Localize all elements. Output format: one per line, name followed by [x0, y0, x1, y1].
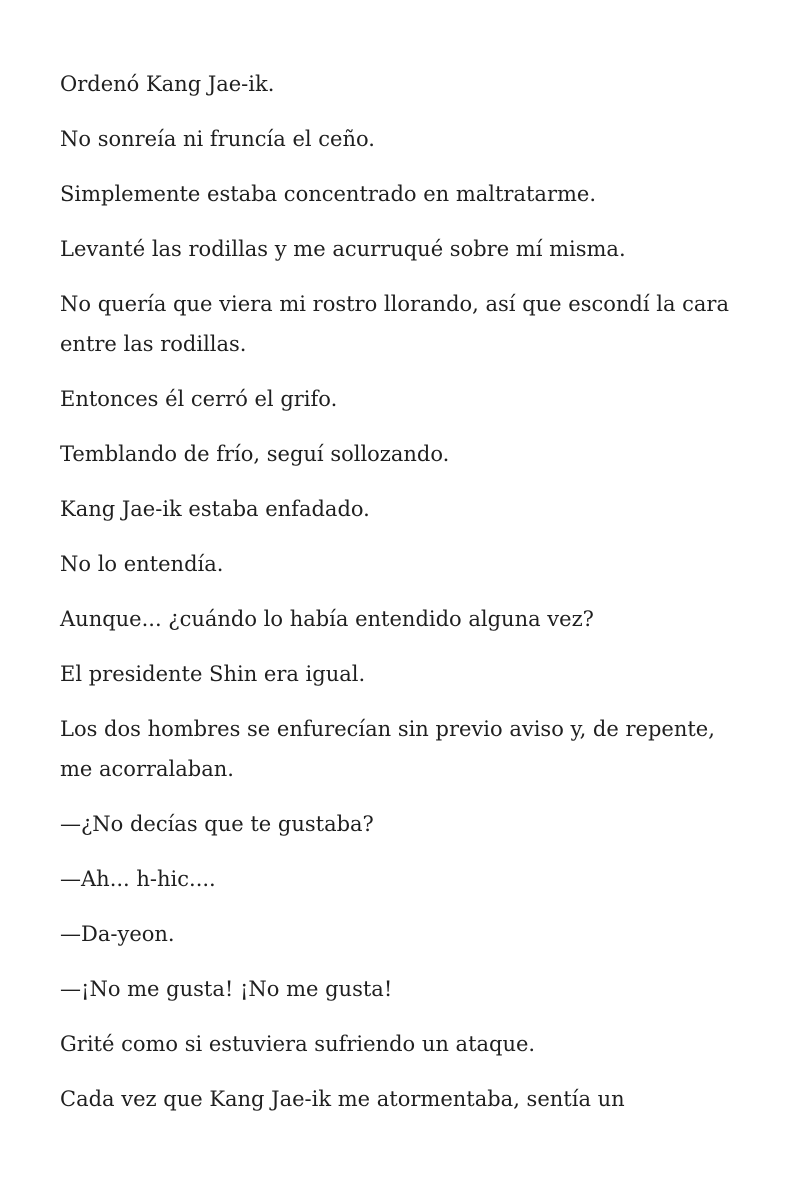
paragraph: Temblando de frío, seguí sollozando. — [60, 442, 450, 466]
paragraph: No sonreía ni fruncía el ceño. — [60, 127, 375, 151]
document-page — [60, 64, 740, 1134]
paragraph: Simplemente estaba concentrado en maltratarme. — [60, 182, 597, 206]
paragraph: —¡No me gusta! ¡No me gusta! — [60, 977, 393, 1001]
paragraph: Kang Jae-ik estaba enfadado. — [60, 497, 370, 521]
paragraph: Entonces él cerró el grifo. — [60, 387, 338, 411]
paragraph: Ordenó Kang Jae-ik. — [60, 72, 275, 96]
paragraph: —¿No decías que te gustaba? — [60, 812, 374, 836]
paragraph: Aunque... ¿cuándo lo había entendido alguna vez? — [60, 607, 594, 631]
paragraph: Grité como si estuviera sufriendo un ataque. — [60, 1032, 536, 1056]
paragraph: —Ah... h-hic.... — [60, 867, 216, 891]
paragraph: No quería que viera mi rostro llorando, así que escondí la cara entre las rodillas. — [60, 292, 729, 356]
paragraph: El presidente Shin era igual. — [60, 662, 366, 686]
paragraph: No lo entendía. — [60, 552, 224, 576]
paragraph: Cada vez que Kang Jae-ik me atormentaba, sentía un — [60, 1087, 625, 1111]
paragraph: —Da-yeon. — [60, 922, 175, 946]
paragraph: Los dos hombres se enfurecían sin previo aviso y, de repente, me acorralaban. — [60, 717, 715, 781]
paragraph: Levanté las rodillas y me acurruqué sobre mí misma. — [60, 237, 626, 261]
